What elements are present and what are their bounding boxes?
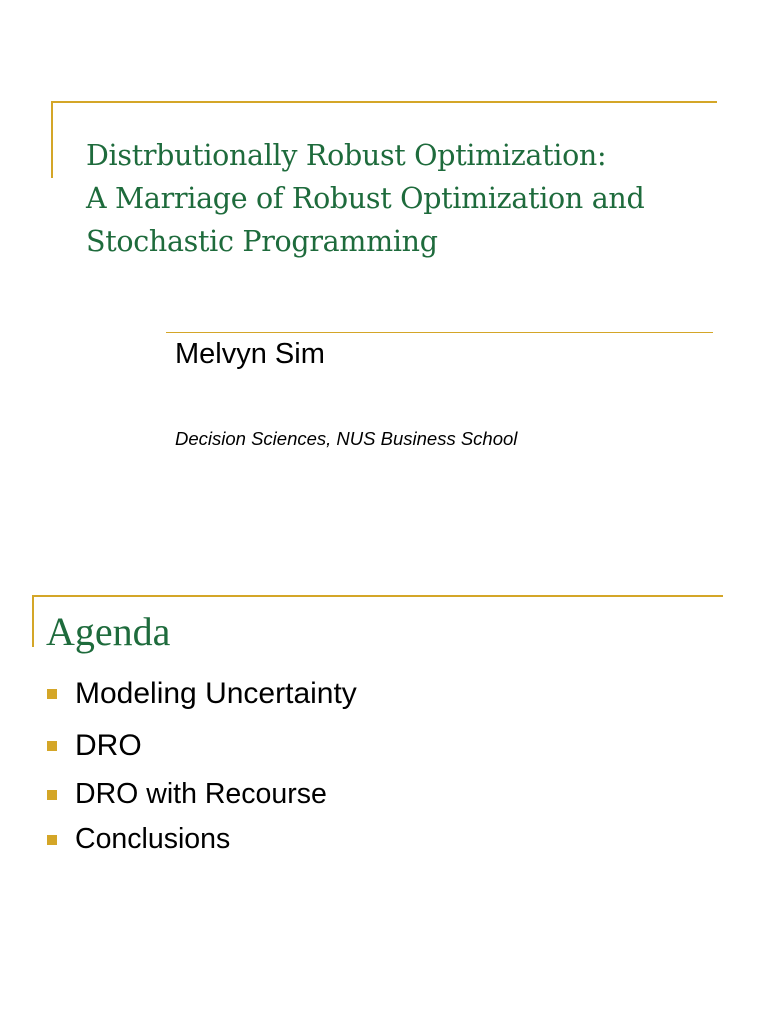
slide-title	[86, 134, 726, 263]
title-frame-top-rule	[51, 101, 717, 103]
author-affiliation: Decision Sciences, NUS Business School	[175, 428, 518, 449]
list-item	[47, 729, 142, 763]
square-bullet-icon	[47, 790, 57, 800]
slide-title-line-1: Distrbutionally Robust Optimization:	[86, 139, 607, 172]
square-bullet-icon	[47, 689, 57, 699]
slide-title-line-3: Stochastic Programming	[86, 225, 438, 258]
list-item	[47, 677, 357, 711]
author-divider	[166, 332, 713, 333]
author-name: Melvyn Sim	[175, 338, 325, 370]
agenda-item-label: Conclusions	[75, 823, 231, 855]
agenda-frame-left-rule	[32, 595, 34, 647]
agenda-frame-top-rule	[32, 595, 723, 597]
title-frame-left-rule	[51, 101, 53, 178]
agenda-item-label: DRO	[75, 729, 142, 762]
list-item	[47, 778, 327, 811]
agenda-title: Agenda	[46, 609, 171, 654]
square-bullet-icon	[47, 741, 57, 751]
slide-title-line-2: A Marriage of Robust Optimization and	[86, 182, 645, 215]
agenda-slide	[0, 512, 768, 1024]
square-bullet-icon	[47, 835, 57, 845]
agenda-item-label: DRO with Recourse	[75, 778, 327, 810]
list-item	[47, 823, 230, 856]
agenda-item-label: Modeling Uncertainty	[75, 677, 357, 710]
